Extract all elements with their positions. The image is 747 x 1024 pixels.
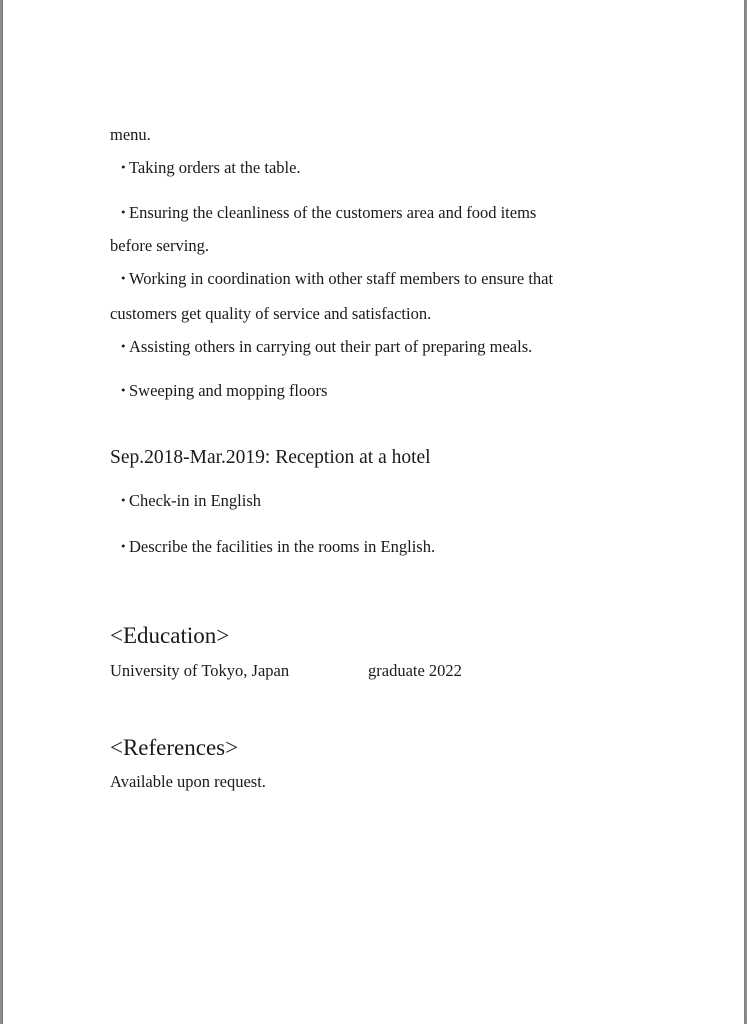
bullet-item: [115, 337, 532, 357]
bullet-continuation: customers get quality of service and satisfaction.: [110, 304, 432, 323]
bullet-dot: ・: [115, 203, 132, 222]
bullet-text: Taking orders at the table.: [129, 158, 301, 177]
bullet-item: [115, 537, 435, 557]
references-text: Available upon request.: [110, 772, 266, 791]
bullet-dot: ・: [115, 269, 132, 288]
document-page: [3, 0, 744, 1024]
bullet-dot: ・: [115, 537, 132, 556]
bullet-text: Check-in in English: [129, 491, 261, 510]
bullet-text: Assisting others in carrying out their part of preparing meals.: [129, 337, 533, 356]
education-heading: <Education>: [110, 623, 230, 648]
bullet-dot: ・: [115, 158, 132, 177]
bullet-item: [115, 381, 327, 401]
bullet-dot: ・: [115, 381, 132, 400]
bullet-dot: ・: [115, 491, 132, 510]
bullet-text: Working in coordination with other staff members to ensure that: [129, 269, 554, 288]
bullet-text: Ensuring the cleanliness of the customers area and food items: [129, 203, 537, 222]
job-title: Sep.2018-Mar.2019: Reception at a hotel: [110, 447, 431, 468]
references-heading: <References>: [110, 735, 239, 760]
bullet-dot: ・: [115, 337, 132, 356]
education-entry: [110, 661, 530, 681]
continuation-text: menu.: [110, 125, 151, 144]
bullet-continuation: before serving.: [110, 236, 209, 255]
education-graduation: graduate 2022: [368, 661, 462, 680]
bullet-item: [115, 203, 536, 223]
bullet-item: [115, 491, 261, 511]
bullet-item: [115, 269, 553, 289]
education-institution: University of Tokyo, Japan: [110, 661, 290, 680]
bullet-text: Sweeping and mopping floors: [129, 381, 328, 400]
bullet-text: Describe the facilities in the rooms in English.: [129, 537, 436, 556]
bullet-item: [115, 158, 301, 178]
